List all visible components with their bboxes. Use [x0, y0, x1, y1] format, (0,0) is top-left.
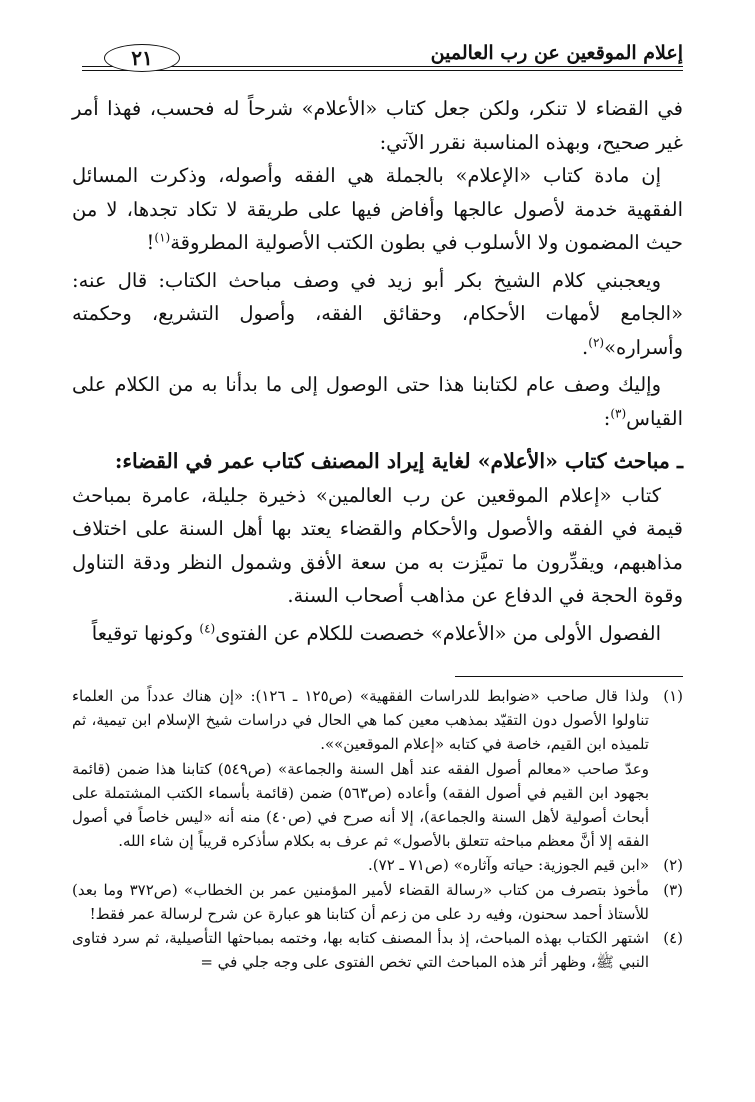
- paragraph-5: [72, 479, 683, 613]
- footnote-ref-1[interactable]: (١): [154, 230, 171, 245]
- book-title: إعلام الموقعين عن رب العالمين: [430, 42, 683, 64]
- footnote-separator: [455, 676, 683, 677]
- paragraph-4: [72, 368, 683, 435]
- footnote-2: [72, 853, 683, 877]
- footnote-ref-3[interactable]: (٣): [610, 406, 627, 420]
- paragraph-2-text: إن مادة كتاب «الإعلام» بالجملة هي الفقه وأصوله، وذكرت المسائل الفقهية خدمة لأصول عالجها وأفاض فيها على طريقة لا تكاد تجدها، لا من حيث المضمون ولا الأسلوب في بطون الكتب الأصولية المطروقة: [72, 164, 683, 254]
- footnote-number: (١): [663, 687, 683, 705]
- footnote-1-continuation: وعدّ صاحب «معالم أصول الفقه عند أهل السنة والجماعة» (ص٥٤٩) كتابنا هذا ضمن (قائمة بجهود ابن القيم في أصول الفقه) وأعاده (ص٥٦٣) ضمن (قائمة بأسماء الكتب المشتملة على أبحاث أصولية لأهل السنة والجماعة)، إلا أنه صرح في (ص٤٠) منه أنه «ليس خاصاً في أصول الفقه إلا أنَّ معظم مباحثه تتعلق بالأصول» ثم عرف به بكلام سأذكره قريباً إن شاء الله.: [72, 759, 649, 851]
- paragraph-1: [72, 92, 683, 159]
- paragraph-5-text: كتاب «إعلام الموقعين عن رب العالمين» ذخيرة جليلة، عامرة بمباحث قيمة في الفقه والأصول والأحكام والقضاء يعتد بها أهل السنة على اختلاف مذاهبهم، ويقدِّرون ما تميَّزت به من سعة الأفق وشمول النظر ودقة التناول وقوة الحجة في الدفاع عن مذاهب أصحاب السنة.: [72, 483, 683, 607]
- footnote-1: [72, 684, 683, 757]
- footnote-text: ولذا قال صاحب «ضوابط للدراسات الفقهية» (ص١٢٥ ـ ١٢٦): «إن هناك عدداً من العلماء تناولوا الأصول دون التقيّد بمذهب معين كما هي الحال في دراسات شيخ الإسلام ابن تيمية، ثم تلميذه ابن القيم، خاصة في كتابه «إعلام الموقعين»».: [72, 687, 650, 754]
- paragraph-3-end: .: [582, 335, 589, 359]
- paragraph-3-text: ويعجبني كلام الشيخ بكر أبو زيد في وصف مباحث الكتاب: قال عنه: «الجامع لأمهات الأحكام، وحقائق الفقه، وأصول التشريع، وحكمته وأسراره»: [72, 268, 683, 359]
- paragraph-4-end: :: [603, 406, 611, 430]
- paragraph-2-end: !: [146, 231, 155, 254]
- section-heading: ـ مباحث كتاب «الأعلام» لغاية إيراد المصنف كتاب عمر في القضاء:: [114, 449, 683, 473]
- paragraph-1-text: في القضاء لا تنكر، ولكن جعل كتاب «الأعلام» شرحاً له فحسب، فهذا أمر غير صحيح، وبهذه المناسبة نقرر الآتي:: [72, 97, 683, 154]
- footnote-text: مأخوذ بتصرف من كتاب «رسالة القضاء لأمير المؤمنين عمر بن الخطاب» (ص٣٧٢ وما بعد) للأستاذ أحمد سحنون، وفيه رد على من زعم أن كتابنا هو عبارة عن شرح لرسالة عمر فقط!: [72, 880, 649, 923]
- paragraph-2: [72, 159, 683, 260]
- footnote-number: (٤): [663, 929, 683, 948]
- running-header: [82, 36, 683, 76]
- paragraph-6: [72, 617, 683, 651]
- header-rule: [82, 66, 683, 71]
- main-text: [72, 92, 683, 650]
- footnote-ref-2[interactable]: (٢): [588, 335, 605, 349]
- page-number: ٢١: [104, 44, 180, 72]
- footnotes: [72, 684, 683, 974]
- footnote-4: [72, 926, 683, 974]
- footnote-ref-4[interactable]: (٤): [199, 621, 216, 635]
- paragraph-3: [72, 264, 683, 365]
- footnote-text: «ابن قيم الجوزية: حياته وآثاره» (ص٧١ ـ ٧٢).: [368, 856, 649, 875]
- paragraph-6-text: الفصول الأولى من «الأعلام» خصصت للكلام عن الفتوى: [215, 621, 661, 645]
- footnote-text: اشتهر الكتاب بهذه المباحث، إذ بدأ المصنف كتابه بها، وختمه بمباحثها التأصيلية، ثم سرد فتاوى النبي ﷺ، وظهر أثر هذه المباحث التي تخص الفتوى على وجه جلي في =: [72, 929, 649, 972]
- footnote-number: (٣): [663, 880, 683, 899]
- paragraph-6-end: وكونها توقيعاً: [91, 621, 194, 645]
- footnote-number: (٢): [663, 856, 683, 875]
- footnote-3: [72, 878, 683, 926]
- paragraph-4-text: وإليك وصف عام لكتابنا هذا حتى الوصول إلى ما بدأنا به من الكلام على القياس: [72, 373, 683, 430]
